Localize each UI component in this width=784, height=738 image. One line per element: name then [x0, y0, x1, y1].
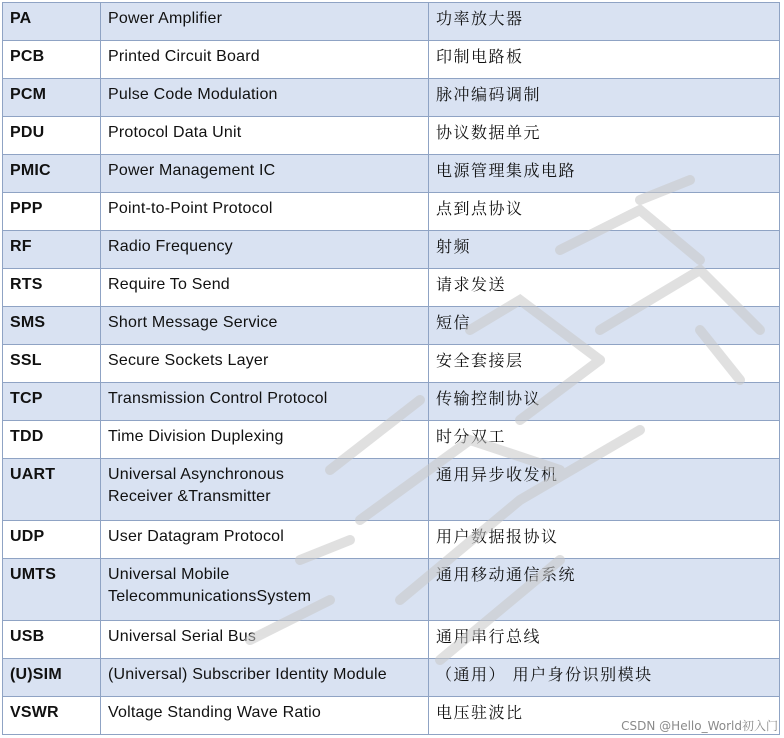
full-name-line: Pulse Code Modulation [108, 86, 278, 103]
full-name-line: Power Amplifier [108, 10, 223, 27]
full-name-line: Printed Circuit Board [108, 48, 260, 65]
chinese-name-cell: 通用移动通信系统 [429, 559, 780, 621]
table-row [3, 41, 780, 79]
full-name-cell [101, 345, 429, 383]
table-row [3, 117, 780, 155]
chinese-name-cell: 射频 [429, 231, 780, 269]
full-name-cell [101, 621, 429, 659]
full-name-line: Protocol Data Unit [108, 124, 242, 141]
chinese-name-cell: 通用异步收发机 [429, 459, 780, 521]
abbreviation-cell: PA [3, 3, 101, 41]
table-row [3, 659, 780, 697]
chinese-name-cell: （通用） 用户身份识别模块 [429, 659, 780, 697]
abbreviation-cell: UART [3, 459, 101, 521]
abbreviation-cell: UMTS [3, 559, 101, 621]
full-name-line: Universal Asynchronous [108, 466, 285, 483]
full-name-cell [101, 697, 429, 735]
full-name-cell [101, 459, 429, 521]
abbreviation-cell: TDD [3, 421, 101, 459]
abbreviation-cell: RTS [3, 269, 101, 307]
chinese-name-cell: 安全套接层 [429, 345, 780, 383]
full-name-cell [101, 659, 429, 697]
full-name-line: Secure Sockets Layer [108, 352, 269, 369]
chinese-name-cell: 印制电路板 [429, 41, 780, 79]
table-row [3, 193, 780, 231]
table-row [3, 307, 780, 345]
watermark-credit: CSDN @Hello_World初入门 [621, 719, 778, 733]
table-row [3, 231, 780, 269]
table-row [3, 79, 780, 117]
full-name-line: Require To Send [108, 276, 230, 293]
full-name-line: Time Division Duplexing [108, 428, 284, 445]
full-name-line: Voltage Standing Wave Ratio [108, 704, 321, 721]
full-name-line: (Universal) Subscriber Identity Module [108, 666, 387, 683]
chinese-name-cell: 脉冲编码调制 [429, 79, 780, 117]
abbreviation-cell: SSL [3, 345, 101, 383]
full-name-cell [101, 79, 429, 117]
glossary-table [2, 2, 780, 735]
full-name-cell [101, 521, 429, 559]
full-name-cell [101, 41, 429, 79]
table-row [3, 3, 780, 41]
abbreviation-cell: USB [3, 621, 101, 659]
full-name-cell [101, 559, 429, 621]
table-row [3, 559, 780, 621]
full-name-cell [101, 155, 429, 193]
table-row [3, 621, 780, 659]
chinese-name-cell: 用户数据报协议 [429, 521, 780, 559]
abbreviation-cell: UDP [3, 521, 101, 559]
glossary-body [3, 3, 780, 735]
table-row [3, 459, 780, 521]
full-name-line: Receiver &Transmitter [108, 488, 271, 505]
abbreviation-cell: VSWR [3, 697, 101, 735]
chinese-name-cell: 功率放大器 [429, 3, 780, 41]
full-name-cell [101, 117, 429, 155]
chinese-name-cell: 请求发送 [429, 269, 780, 307]
full-name-cell [101, 383, 429, 421]
full-name-cell [101, 421, 429, 459]
chinese-name-cell: 传输控制协议 [429, 383, 780, 421]
full-name-line: Universal Serial Bus [108, 628, 257, 645]
full-name-line: Power Management IC [108, 162, 276, 179]
full-name-cell [101, 307, 429, 345]
full-name-line: Short Message Service [108, 314, 278, 331]
table-row [3, 521, 780, 559]
abbreviation-cell: PCM [3, 79, 101, 117]
abbreviation-cell: PMIC [3, 155, 101, 193]
chinese-name-cell: 电源管理集成电路 [429, 155, 780, 193]
full-name-cell [101, 269, 429, 307]
abbreviation-cell: TCP [3, 383, 101, 421]
chinese-name-cell: 协议数据单元 [429, 117, 780, 155]
abbreviation-cell: PPP [3, 193, 101, 231]
full-name-line: User Datagram Protocol [108, 528, 285, 545]
full-name-line: Radio Frequency [108, 238, 233, 255]
full-name-line: Point-to-Point Protocol [108, 200, 273, 217]
full-name-line: Transmission Control Protocol [108, 390, 328, 407]
abbreviation-cell: (U)SIM [3, 659, 101, 697]
full-name-line: Universal Mobile [108, 566, 230, 583]
table-row [3, 345, 780, 383]
table-row [3, 155, 780, 193]
chinese-name-cell: 电压驻波比 [429, 697, 780, 735]
chinese-name-cell: 时分双工 [429, 421, 780, 459]
chinese-name-cell: 短信 [429, 307, 780, 345]
table-row [3, 269, 780, 307]
full-name-cell [101, 3, 429, 41]
abbreviation-cell: PCB [3, 41, 101, 79]
table-row [3, 383, 780, 421]
table-row [3, 421, 780, 459]
abbreviation-cell: PDU [3, 117, 101, 155]
abbreviation-cell: SMS [3, 307, 101, 345]
abbreviation-cell: RF [3, 231, 101, 269]
chinese-name-cell: 通用串行总线 [429, 621, 780, 659]
full-name-cell [101, 193, 429, 231]
full-name-line: TelecommunicationsSystem [108, 588, 312, 605]
full-name-cell [101, 231, 429, 269]
chinese-name-cell: 点到点协议 [429, 193, 780, 231]
